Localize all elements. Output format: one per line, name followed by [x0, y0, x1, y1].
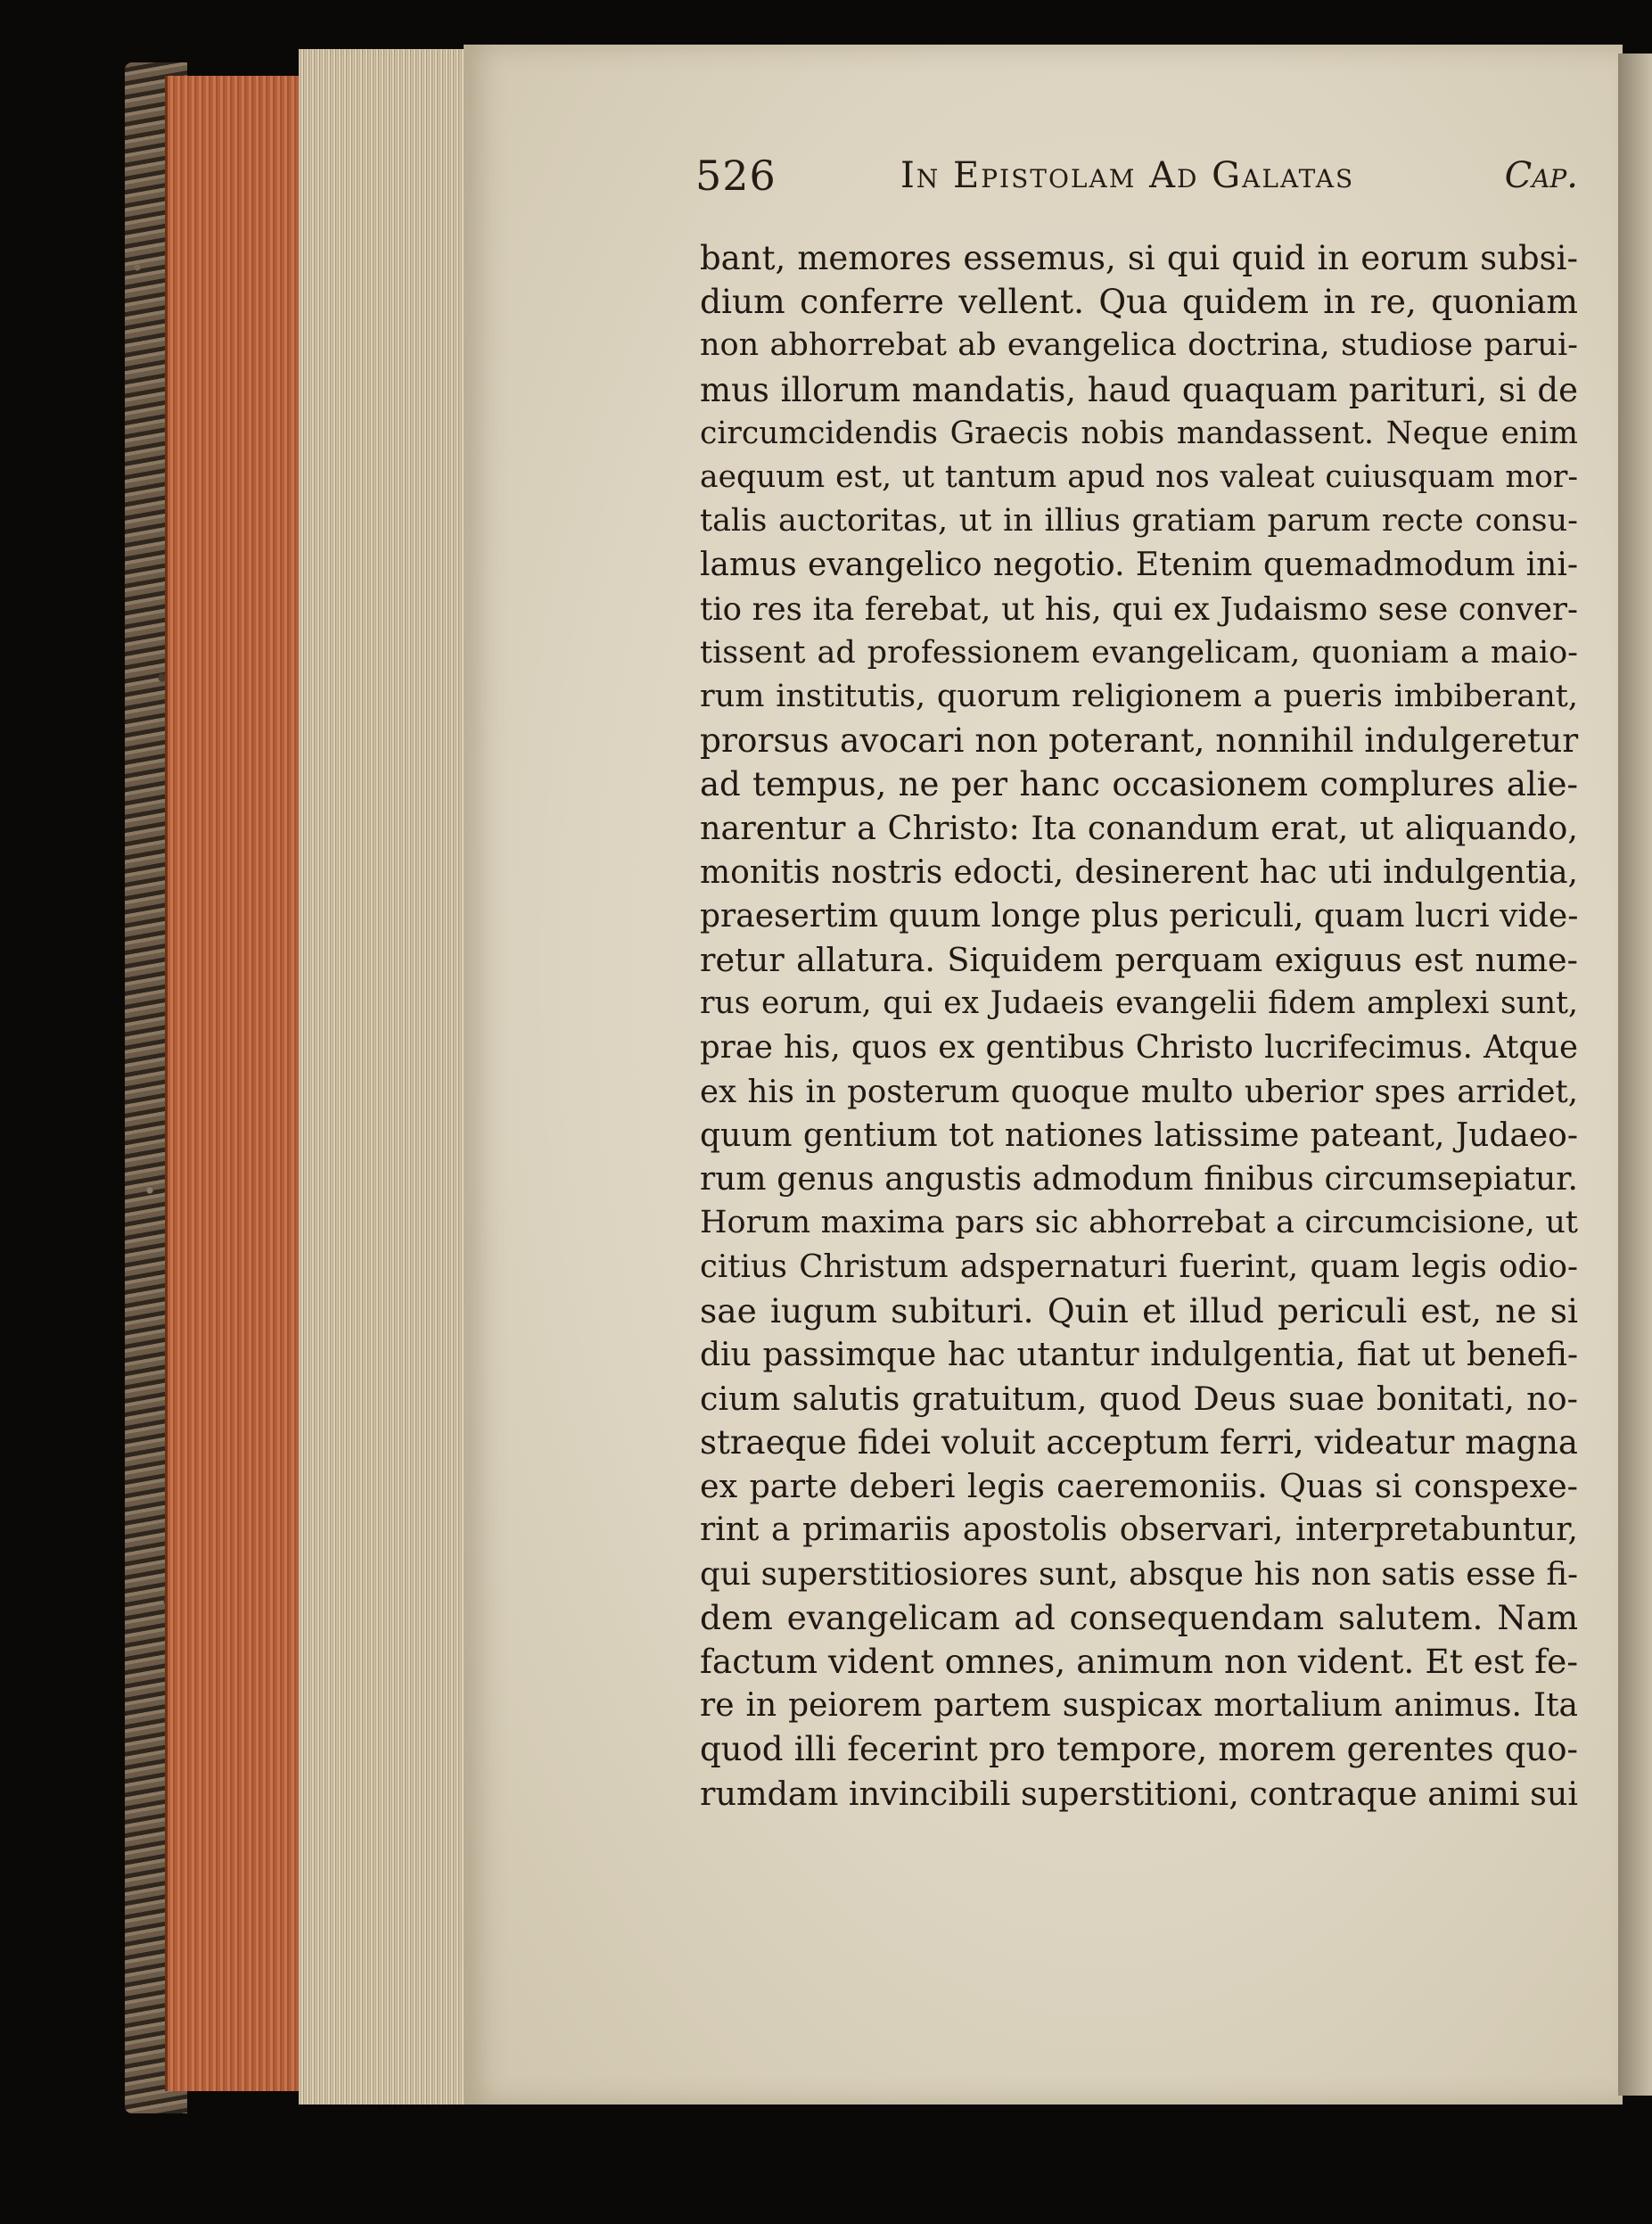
text-line: retur allatura. Siquidem perquam exiguus est nume-: [700, 941, 1578, 979]
text-line: cium salutis gratuitum, quod Deus suae bonitati, no-: [700, 1379, 1578, 1418]
page-number: 526: [695, 152, 777, 200]
text-line: narentur a Christo: Ita conandum erat, ut aliquando,: [700, 809, 1578, 848]
page-block-edge: [165, 76, 301, 2091]
text-line: prae his, quos ex gentibus Christo lucrifecimus. Atque: [700, 1029, 1578, 1067]
text-line: bant, memores essemus, si qui quid in eorum subsi-: [700, 239, 1578, 277]
text-line: diu passimque hac utantur indulgentia, fiat ut benefi-: [700, 1336, 1578, 1373]
text-line: non abhorrebat ab evangelica doctrina, studiose parui-: [700, 327, 1578, 364]
text-line: sae iugum subituri. Quin et illud periculi est, ne si: [700, 1290, 1578, 1330]
text-line: Horum maxima pars sic abhorrebat a circumcisione, ut: [700, 1205, 1578, 1241]
page-header: [695, 152, 1578, 205]
text-line: ex parte deberi legis caeremoniis. Quas si conspexe-: [700, 1467, 1578, 1506]
text-line: rint a primariis apostolis observari, interpretabuntur,: [700, 1511, 1578, 1549]
body-text: [700, 236, 1578, 1816]
text-line: quum gentium tot nationes latissime pateant, Judaeo-: [700, 1116, 1578, 1154]
text-line: prorsus avocari non poterant, nonnihil indulgeretur: [700, 721, 1579, 761]
text-line: straeque fidei voluit acceptum ferri, videatur magna: [700, 1423, 1578, 1462]
chapter-mark: Cap.: [1504, 155, 1578, 196]
text-line: circumcidendis Graecis nobis mandassent. Neque enim: [700, 415, 1578, 451]
text-line: rum genus angustis admodum finibus circumsepiatur.: [700, 1160, 1578, 1198]
text-line: rus eorum, qui ex Judaeis evangelii fidem amplexi sunt,: [700, 985, 1578, 1022]
text-line: quod illi fecerint pro tempore, morem gerentes quo-: [700, 1730, 1578, 1769]
text-line: dem evangelicam ad consequendam salutem. Nam: [700, 1597, 1578, 1637]
text-line: ex his in posterum quoque multo uberior spes arridet,: [700, 1073, 1578, 1110]
text-line: qui superstitiosiores sunt, absque his non satis esse fi-: [700, 1555, 1578, 1593]
text-line: factum vident omnes, animum non vident. Et est fe-: [700, 1642, 1578, 1681]
text-line: rum institutis, quorum religionem a pueris imbiberant,: [700, 678, 1578, 714]
text-line: tio res ita ferebat, ut his, qui ex Judaismo sese conver-: [700, 590, 1578, 628]
text-line: dium conferre vellent. Qua quidem in re, quoniam: [700, 282, 1578, 322]
adjacent-page-edge: [1618, 54, 1652, 2096]
text-line: praesertim quum longe plus periculi, quam lucri vide-: [700, 897, 1579, 935]
text-line: re in peiorem partem suspicax mortalium animus. Ita: [700, 1687, 1578, 1725]
text-line: mus illorum mandatis, haud quaquam parituri, si de: [700, 370, 1578, 409]
text-line: aequum est, ut tantum apud nos valeat cuiusquam mor-: [700, 458, 1578, 495]
fanned-page-edges: [299, 49, 464, 2105]
text-line: rumdam invincibili superstitioni, contraque animi sui: [700, 1774, 1579, 1813]
running-title: In Epistolam Ad Galatas: [900, 155, 1355, 196]
text-line: citius Christum adspernaturi fuerint, quam legis odio-: [700, 1248, 1578, 1286]
text-line: talis auctoritas, ut in illius gratiam parum recte consu-: [700, 503, 1578, 540]
text-line: ad tempus, ne per hanc occasionem complures alie-: [700, 765, 1578, 804]
text-line: monitis nostris edocti, desinerent hac uti indulgentia,: [700, 853, 1578, 891]
text-line: tissent ad professionem evangelicam, quoniam a maio-: [700, 634, 1578, 671]
text-line: lamus evangelico negotio. Etenim quemadmodum ini-: [700, 547, 1578, 584]
